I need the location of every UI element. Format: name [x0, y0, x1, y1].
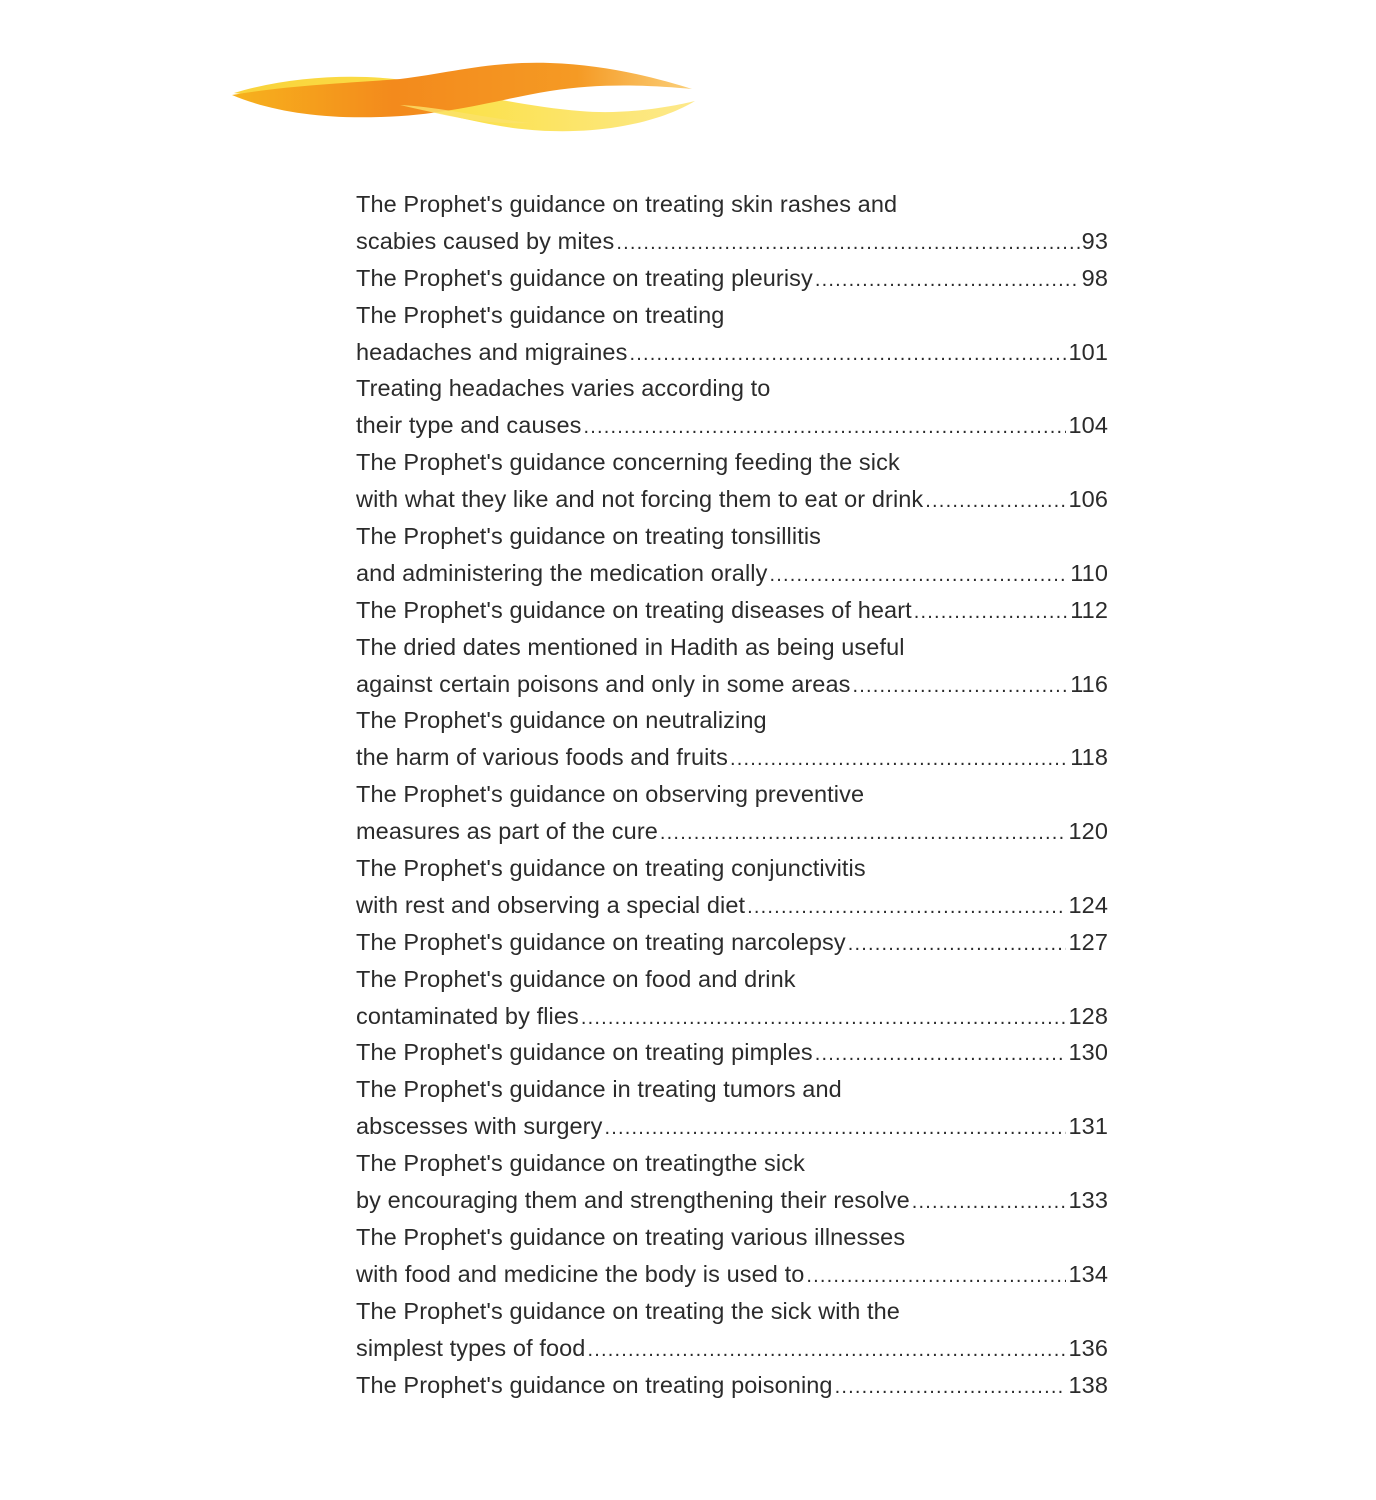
dot-leader [815, 1036, 1067, 1073]
page-number: 116 [1070, 670, 1108, 697]
toc-entry-last-line [356, 223, 1108, 260]
toc-entry-title: with what they like and not forcing them to eat or drink [356, 486, 924, 513]
toc-entry-title: The Prophet's guidance on food and drink [356, 965, 796, 992]
page-number: 124 [1068, 891, 1108, 918]
toc-entry-title: the harm of various foods and fruits [356, 744, 728, 771]
toc-entry-line [356, 186, 1108, 223]
dot-leader [769, 557, 1068, 594]
page-number: 106 [1068, 486, 1108, 513]
dot-leader [581, 1000, 1067, 1037]
toc-entry-last-line [356, 334, 1108, 371]
toc-entry-title: with food and medicine the body is used to [356, 1260, 805, 1287]
toc-entry [356, 850, 1108, 924]
toc-entry [356, 924, 1108, 961]
toc-entry-line [356, 297, 1108, 334]
dot-leader [925, 483, 1066, 520]
page-number: 136 [1068, 1334, 1108, 1361]
toc-entry [356, 1367, 1108, 1404]
toc-entry-title: The Prophet's guidance concerning feeding the sick [356, 449, 900, 476]
toc-entry-title: abscesses with surgery [356, 1113, 603, 1140]
decorative-swoosh [230, 55, 700, 140]
toc-entry-last-line [356, 813, 1108, 850]
dot-leader [616, 225, 1079, 262]
dot-leader [629, 336, 1066, 373]
dot-leader [835, 1369, 1067, 1406]
toc-entry-title: The Prophet's guidance on treating [356, 301, 725, 328]
toc-entry-line [356, 518, 1108, 555]
toc-entry-title: The Prophet's guidance on treating narcolepsy [356, 928, 846, 955]
toc-entry-title: their type and causes [356, 412, 582, 439]
page-number: 127 [1068, 928, 1108, 955]
toc-entry [356, 370, 1108, 444]
toc-entry-last-line [356, 555, 1108, 592]
toc-entry [356, 592, 1108, 629]
page-number: 138 [1068, 1371, 1108, 1398]
page-number: 104 [1068, 412, 1108, 439]
toc-entry-line [356, 1145, 1108, 1182]
toc-entry-last-line [356, 1367, 1108, 1404]
toc-entry [356, 629, 1108, 703]
page-number: 98 [1081, 264, 1108, 291]
dot-leader [584, 409, 1067, 446]
toc-entry [356, 702, 1108, 776]
toc-entry-title: The Prophet's guidance on treating diseases of heart [356, 596, 912, 623]
toc-entry [356, 444, 1108, 518]
toc-entry-line [356, 776, 1108, 813]
dot-leader [660, 815, 1067, 852]
toc-entry-last-line [356, 1034, 1108, 1071]
toc-entry [356, 776, 1108, 850]
page-number: 134 [1068, 1260, 1108, 1287]
page-number: 133 [1068, 1187, 1108, 1214]
toc-entry-title: by encouraging them and strengthening their resolve [356, 1187, 910, 1214]
toc-entry [356, 260, 1108, 297]
toc-entry-title: contaminated by flies [356, 1002, 579, 1029]
toc-entry-line [356, 702, 1108, 739]
toc-entry-title: with rest and observing a special diet [356, 891, 746, 918]
toc-entry-line [356, 1219, 1108, 1256]
dot-leader [852, 668, 1068, 705]
page-number: 93 [1081, 227, 1108, 254]
toc-entry-last-line [356, 739, 1108, 776]
toc-entry-title: Treating headaches varies according to [356, 375, 771, 402]
toc-entry [356, 1071, 1108, 1145]
toc-entry-title: The Prophet's guidance on treating various illnesses [356, 1223, 906, 1250]
toc-entry-last-line [356, 260, 1108, 297]
toc-entry-title: The Prophet's guidance on treating pleurisy [356, 264, 813, 291]
toc-entry-line [356, 444, 1108, 481]
table-of-contents [356, 186, 1108, 1403]
toc-entry-last-line [356, 666, 1108, 703]
toc-entry-title: The Prophet's guidance on neutralizing [356, 707, 767, 734]
page-number: 110 [1070, 559, 1108, 586]
toc-entry-title: The Prophet's guidance on treating conjunctivitis [356, 855, 866, 882]
page-number: 130 [1068, 1039, 1108, 1066]
toc-entry-line [356, 370, 1108, 407]
page-number: 120 [1068, 818, 1108, 845]
toc-entry-title: headaches and migraines [356, 338, 628, 365]
toc-entry-last-line [356, 592, 1108, 629]
dot-leader [912, 1184, 1067, 1221]
toc-entry-line [356, 629, 1108, 666]
toc-entry [356, 1219, 1108, 1293]
toc-entry [356, 1034, 1108, 1071]
toc-entry [356, 186, 1108, 260]
toc-entry-last-line [356, 887, 1108, 924]
toc-entry-line [356, 1071, 1108, 1108]
page-number: 101 [1068, 338, 1108, 365]
toc-entry-title: measures as part of the cure [356, 818, 658, 845]
toc-entry [356, 1145, 1108, 1219]
toc-entry-title: The Prophet's guidance on treating pimples [356, 1039, 813, 1066]
toc-entry-title: simplest types of food [356, 1334, 586, 1361]
toc-entry-line [356, 1293, 1108, 1330]
toc-entry [356, 1293, 1108, 1367]
toc-entry-last-line [356, 1256, 1108, 1293]
toc-entry-last-line [356, 1330, 1108, 1367]
dot-leader [747, 889, 1066, 926]
toc-entry-line [356, 961, 1108, 998]
toc-entry [356, 297, 1108, 371]
toc-entry [356, 518, 1108, 592]
page-number: 112 [1070, 596, 1108, 623]
toc-entry-title: The Prophet's guidance on treating tonsillitis [356, 523, 821, 550]
toc-entry-title: The Prophet's guidance on treating the sick with the [356, 1297, 900, 1324]
dot-leader [848, 926, 1067, 963]
toc-entry-title: scabies caused by mites [356, 227, 615, 254]
toc-entry-title: The dried dates mentioned in Hadith as being useful [356, 633, 905, 660]
toc-entry-title: The Prophet's guidance on treating skin rashes and [356, 191, 898, 217]
toc-entry-title: The Prophet's guidance in treating tumors and [356, 1076, 842, 1103]
dot-leader [815, 262, 1080, 299]
dot-leader [604, 1110, 1066, 1147]
toc-entry-title: The Prophet's guidance on observing preventive [356, 781, 865, 808]
toc-entry-title: The Prophet's guidance on treating poisoning [356, 1371, 833, 1398]
dot-leader [806, 1258, 1066, 1295]
toc-entry-line [356, 850, 1108, 887]
toc-entry-last-line [356, 1182, 1108, 1219]
toc-entry-last-line [356, 998, 1108, 1035]
page-number: 118 [1070, 744, 1108, 771]
dot-leader [730, 741, 1068, 778]
page-number: 128 [1068, 1002, 1108, 1029]
page-number: 131 [1068, 1113, 1108, 1140]
toc-entry-last-line [356, 407, 1108, 444]
toc-entry-last-line [356, 924, 1108, 961]
toc-entry-title: The Prophet's guidance on treatingthe sick [356, 1150, 805, 1177]
dot-leader [914, 594, 1068, 631]
toc-entry-last-line [356, 481, 1108, 518]
toc-entry-title: against certain poisons and only in some areas [356, 670, 851, 697]
toc-entry-last-line [356, 1108, 1108, 1145]
toc-entry-title: and administering the medication orally [356, 559, 768, 586]
toc-entry [356, 961, 1108, 1035]
dot-leader [587, 1332, 1066, 1369]
